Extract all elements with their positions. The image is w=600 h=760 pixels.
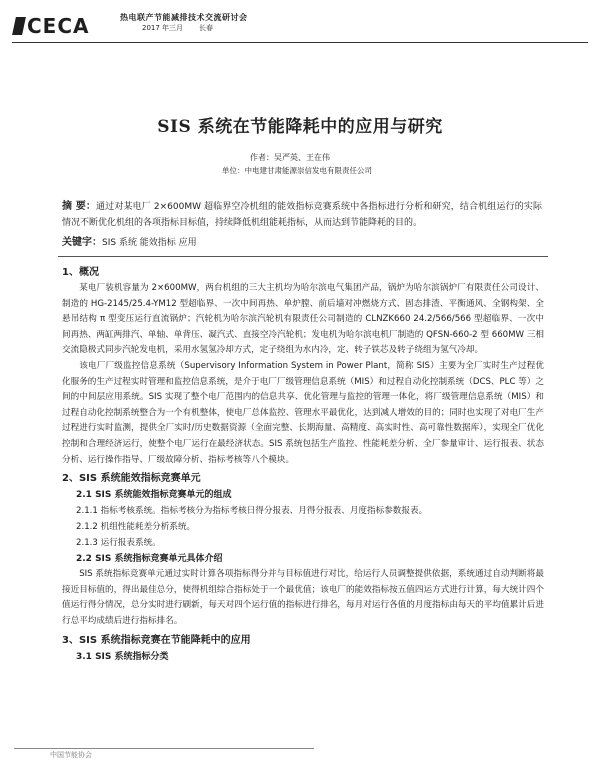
section-1-heading: 1、概况	[62, 267, 99, 278]
section-2-1-heading: 2.1 SIS 系统能效指标竞赛单元的组成	[76, 490, 232, 501]
footer-divider	[14, 748, 314, 749]
abstract-text: 通过对某电厂 2×600MW 超临界空冷机组的能效指标竞赛系统中各指标进行分析和研究，结合机组运行的实际情况不断优化机组的各项指标目标值，持续降低机组能耗指标，从而达到节能降耗的目的。	[62, 202, 542, 228]
paper-affiliation: 单位：中电建甘肃能源崇信发电有限责任公司	[222, 166, 372, 175]
conference-header	[120, 12, 370, 33]
header-divider	[12, 42, 588, 43]
abstract-label: 摘 要：	[62, 201, 97, 212]
conference-place: 长春	[199, 24, 214, 32]
keywords	[62, 236, 197, 250]
abstract-divider	[58, 256, 548, 257]
paper-title: SIS 系统在节能降耗中的应用与研究	[157, 117, 443, 137]
abstract	[62, 199, 542, 231]
logo-text: CECA	[27, 14, 90, 38]
footer-text: 中国节能协会	[50, 751, 92, 759]
ceca-logo	[14, 14, 100, 38]
section-2-1-2: 2.1.2 机组性能耗差分析系统。	[76, 522, 196, 533]
keywords-text: SIS 系统 能效指标 应用	[102, 238, 197, 248]
section-3-1-heading: 3.1 SIS 系统指标分类	[76, 651, 169, 662]
section-2-2-paragraph: SIS 系统指标竞赛单元通过实时计算各项指标得分并与目标值进行对比，给运行人员调整提供依据，系统通过自动判断将最接近目标值的，得出最佳总分，使得机组综合指标处于一个最优值；该电厂的能效指标按五值四运方式进行计算，每大统计四个值运行得分情况，总分实时进行刷新，每天对四个运行值的指标进行排名，每月对运行各值的月度指标由每天的平均值累计后进行总平均成绩后进行指标排名。	[62, 569, 544, 626]
section-2-heading: 2、SIS 系统能效指标竞赛单元	[62, 473, 201, 485]
section-3-heading: 3、SIS 系统指标竞赛在节能降耗中的应用	[62, 634, 251, 646]
section-2-1-1: 2.1.1 指标考核系统。指标考核分为指标考核日得分报表、月得分报表、月度指标参数报表。	[76, 506, 428, 517]
keywords-label: 关键字：	[62, 237, 102, 248]
section-2-2-heading: 2.2 SIS 系统指标竞赛单元具体介绍	[76, 554, 223, 565]
logo-mark-icon	[12, 17, 26, 35]
section-2-1-3: 2.1.3 运行报表系统。	[76, 538, 161, 549]
conference-date: 2017 年三月 长春	[142, 24, 214, 32]
section-1-paragraph-2: 该电厂厂级监控信息系统（Supervisory Information System in Power Plant，简称 SIS）主要为全厂实时生产过程优化服务的生产过程实时管理和监控信息系统，是介于电厂厂级管理信息系统（MIS）和过程自动化控制系统（DCS、PLC 等）之间的中间层应用系统。SIS 实现了整个电厂范围内的信息共享、优化管理与监控的管理一体化，将厂级管理信息系统（MIS）和过程自动化控制系统整合为一个有机整体，使电厂总体监控、管理水平最优化，达到减人增效的目的；同时也实现了对电厂生产过程进行实时监测，提供全厂实时/历史数据资源（全面完整、长期海量、高精度、高实时性、高可靠性数据库），实现全厂优化控制和合理经济运行，使整个电厂运行在最经济状态。SIS 系统包括生产监控、性能耗差分析、全厂参量审计、运行报表、状态分析、运行操作指导、厂级故障分析、指标考核等八个模块。	[62, 360, 544, 465]
paper-authors: 作者：吴严英、王在伟	[250, 153, 330, 162]
paper-body	[62, 262, 544, 665]
section-1-paragraph-1: 某电厂装机容量为 2×600MW，两台机组的三大主机均为哈尔滨电气集团产品，锅炉为哈尔滨锅炉厂有限责任公司设计、制造的 HG-2145/25.4-YM12 型超临界、一次中间再热、单炉膛、前后墙对冲燃烧方式、固态排渣、平衡通风、全钢构架、全悬吊结构 π 型变压运行直流锅炉；汽轮机为哈尔滨汽轮机有限责任公司制造的 CLNZK660 24.2/566/566 型超临界、一次中间再热、两缸两排汽、单轴、单背压、凝汽式、直接空冷汽轮机；发电机为哈尔滨电机厂制造的 QFSN-660-2 型 660MW 三相交流隐极式同步汽轮发电机，采用水氢氢冷却方式，定子绕组为水内冷，定、转子铁芯及转子绕组为氢气冷却。	[62, 283, 544, 356]
conference-title: 热电联产节能减排技术交流研讨会	[120, 13, 248, 22]
